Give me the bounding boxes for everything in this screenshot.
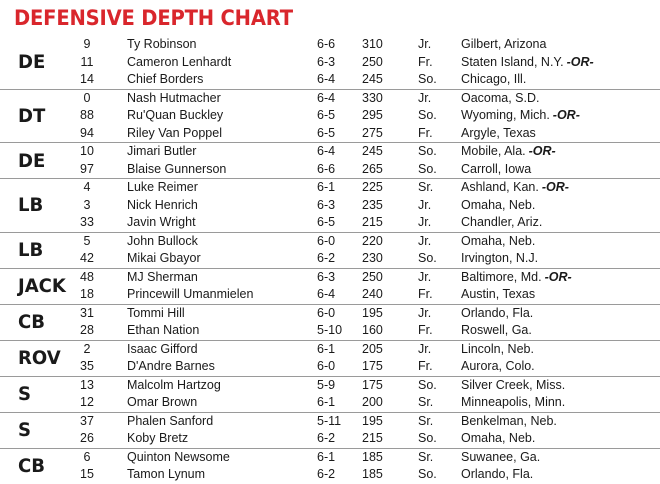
player-name: MJ Sherman: [127, 269, 198, 284]
hometown-text: Chandler, Ariz.: [461, 215, 543, 229]
player-name: Javin Wright: [127, 215, 196, 229]
player-hometown: [461, 413, 557, 431]
player-row: [0, 197, 660, 215]
jersey-number: 6: [83, 449, 91, 464]
player-hometown: [461, 466, 533, 484]
jersey-number: 14: [80, 72, 94, 86]
jersey-number: 12: [80, 395, 94, 409]
player-name: Isaac Gifford: [127, 341, 198, 356]
player-hometown: [461, 71, 526, 89]
player-name: Omar Brown: [127, 395, 198, 409]
hometown-text: Wyoming, Mich.: [461, 108, 550, 122]
player-weight: 220: [362, 233, 383, 248]
position-group: [0, 269, 660, 305]
hometown-text: Argyle, Texas: [461, 125, 536, 140]
player-height: 6-4: [317, 144, 336, 158]
jersey-number: 26: [80, 431, 94, 445]
page-title: DEFENSIVE DEPTH CHART: [14, 6, 293, 30]
player-height: 6-5: [317, 108, 336, 122]
player-row: [0, 214, 660, 232]
hometown-text: Carroll, Iowa: [461, 161, 532, 176]
player-name: Mikai Gbayor: [127, 251, 201, 265]
player-name: Cameron Lenhardt: [127, 54, 232, 69]
player-height: 6-5: [317, 125, 336, 140]
player-row: [0, 143, 660, 161]
position-label: DE: [18, 51, 46, 74]
player-hometown: [461, 107, 580, 125]
position-group: [0, 36, 660, 90]
jersey-number: 13: [80, 377, 94, 392]
hometown-text: Mobile, Ala.: [461, 144, 526, 158]
player-height: 6-2: [317, 251, 336, 265]
player-hometown: [461, 286, 535, 304]
player-hometown: [461, 430, 535, 448]
player-weight: 245: [362, 72, 383, 86]
player-class: Jr.: [418, 215, 432, 229]
hometown-text: Irvington, N.J.: [461, 251, 539, 265]
position-label: DE: [18, 149, 46, 172]
player-class: So.: [418, 251, 437, 265]
position-label: S: [18, 383, 32, 405]
player-hometown: [461, 161, 531, 179]
position-label: CB: [18, 455, 46, 477]
player-row: [0, 377, 660, 395]
jersey-number: 4: [83, 180, 91, 194]
player-name: Jimari Butler: [127, 144, 197, 158]
player-hometown: [461, 322, 532, 340]
player-hometown: [461, 305, 533, 323]
player-class: So.: [418, 431, 437, 445]
player-name: Nick Henrich: [127, 197, 198, 212]
jersey-number: 42: [80, 251, 94, 265]
hometown-text: Omaha, Neb.: [461, 233, 536, 248]
player-hometown: [461, 394, 565, 412]
player-row: [0, 233, 660, 251]
player-class: So.: [418, 144, 437, 158]
player-weight: 185: [362, 467, 383, 481]
player-name: D'Andre Barnes: [127, 359, 215, 373]
player-height: 6-2: [317, 431, 336, 445]
player-height: 6-5: [317, 215, 336, 229]
jersey-number: 3: [83, 197, 91, 212]
player-class: Sr.: [418, 413, 434, 428]
player-height: 5-9: [317, 377, 336, 392]
player-name: Ru'Quan Buckley: [127, 108, 224, 122]
hometown-text: Staten Island, N.Y.: [461, 54, 564, 69]
player-weight: 195: [362, 413, 383, 428]
depth-chart-table: [0, 36, 660, 484]
position-group: [0, 305, 660, 341]
player-row: [0, 430, 660, 448]
player-row: [0, 394, 660, 412]
player-weight: 205: [362, 341, 383, 356]
jersey-number: 15: [80, 467, 94, 481]
hometown-text: Silver Creek, Miss.: [461, 377, 566, 392]
player-height: 6-1: [317, 449, 336, 464]
jersey-number: 10: [80, 144, 94, 158]
position-label: DT: [18, 104, 46, 127]
player-name: Luke Reimer: [127, 180, 198, 194]
player-row: [0, 161, 660, 179]
player-hometown: [461, 358, 535, 376]
player-hometown: [461, 214, 542, 232]
player-class: Jr.: [418, 269, 432, 284]
player-weight: 275: [362, 125, 383, 140]
player-class: Fr.: [418, 125, 433, 140]
jersey-number: 97: [80, 161, 94, 176]
hometown-text: Omaha, Neb.: [461, 197, 536, 212]
position-group: [0, 143, 660, 179]
player-weight: 265: [362, 161, 383, 176]
player-hometown: [461, 36, 546, 54]
hometown-text: Roswell, Ga.: [461, 323, 532, 337]
player-weight: 245: [362, 144, 383, 158]
player-hometown: [461, 90, 540, 108]
player-weight: 225: [362, 180, 383, 194]
player-class: So.: [418, 467, 437, 481]
player-row: [0, 305, 660, 323]
position-label: CB: [18, 311, 46, 333]
player-class: Jr.: [418, 197, 432, 212]
player-row: [0, 54, 660, 72]
player-height: 6-0: [317, 359, 336, 373]
player-height: 6-4: [317, 72, 336, 86]
position-label: LB: [18, 239, 44, 261]
player-class: Fr.: [418, 359, 433, 373]
hometown-text: Austin, Texas: [461, 287, 536, 301]
player-name: Princewill Umanmielen: [127, 287, 254, 301]
position-group: [0, 377, 660, 413]
player-name: Koby Bretz: [127, 431, 189, 445]
player-row: [0, 286, 660, 304]
position-group: [0, 341, 660, 377]
player-class: Jr.: [418, 233, 432, 248]
hometown-text: Gilbert, Arizona: [461, 37, 547, 51]
hometown-text: Omaha, Neb.: [461, 431, 536, 445]
player-class: Jr.: [418, 305, 432, 320]
player-hometown: [461, 143, 556, 161]
player-weight: 230: [362, 251, 383, 265]
player-weight: 330: [362, 90, 383, 105]
player-row: [0, 107, 660, 125]
hometown-text: Lincoln, Neb.: [461, 341, 534, 356]
jersey-number: 48: [80, 269, 94, 284]
position-group: [0, 179, 660, 233]
player-name: Tamon Lynum: [127, 467, 206, 481]
player-hometown: [461, 449, 540, 467]
player-weight: 195: [362, 305, 383, 320]
or-marker: -OR-: [552, 108, 580, 122]
player-height: 6-1: [317, 395, 336, 409]
jersey-number: 88: [80, 108, 94, 122]
player-name: Riley Van Poppel: [127, 125, 222, 140]
player-hometown: [461, 377, 565, 395]
jersey-number: 33: [80, 215, 94, 229]
or-marker: -OR-: [544, 269, 572, 284]
player-class: Jr.: [418, 37, 432, 51]
player-row: [0, 269, 660, 287]
or-marker: -OR-: [566, 54, 594, 69]
player-class: Jr.: [418, 90, 432, 105]
player-height: 5-10: [317, 323, 343, 337]
player-name: Ty Robinson: [127, 37, 197, 51]
player-class: So.: [418, 161, 437, 176]
player-height: 6-3: [317, 54, 336, 69]
player-class: Fr.: [418, 323, 433, 337]
player-hometown: [461, 125, 536, 143]
player-name: John Bullock: [127, 233, 198, 248]
hometown-text: Benkelman, Neb.: [461, 413, 557, 428]
player-weight: 185: [362, 449, 383, 464]
player-height: 6-1: [317, 180, 336, 194]
player-class: Sr.: [418, 395, 434, 409]
jersey-number: 2: [83, 341, 91, 356]
player-height: 6-6: [317, 37, 336, 51]
jersey-number: 5: [83, 233, 91, 248]
hometown-text: Chicago, Ill.: [461, 72, 527, 86]
player-hometown: [461, 250, 538, 268]
player-name: Phalen Sanford: [127, 413, 214, 428]
jersey-number: 9: [83, 37, 91, 51]
player-row: [0, 466, 660, 484]
hometown-text: Minneapolis, Minn.: [461, 395, 566, 409]
position-group: [0, 90, 660, 144]
player-hometown: [461, 197, 535, 215]
player-name: Quinton Newsome: [127, 449, 230, 464]
player-height: 6-4: [317, 287, 336, 301]
or-marker: -OR-: [528, 144, 556, 158]
player-height: 6-3: [317, 269, 336, 284]
player-name: Malcolm Hartzog: [127, 377, 221, 392]
player-class: So.: [418, 108, 437, 122]
player-hometown: [461, 54, 594, 72]
player-name: Chief Borders: [127, 72, 204, 86]
player-row: [0, 322, 660, 340]
player-row: [0, 125, 660, 143]
player-height: 6-0: [317, 233, 336, 248]
player-height: 6-0: [317, 305, 336, 320]
player-weight: 250: [362, 269, 383, 284]
player-row: [0, 341, 660, 359]
jersey-number: 37: [80, 413, 94, 428]
player-row: [0, 36, 660, 54]
player-weight: 240: [362, 287, 383, 301]
player-weight: 250: [362, 54, 383, 69]
player-name: Ethan Nation: [127, 323, 200, 337]
position-label: ROV: [18, 347, 61, 369]
player-height: 6-4: [317, 90, 336, 105]
player-class: Sr.: [418, 449, 434, 464]
position-group: [0, 413, 660, 449]
jersey-number: 18: [80, 287, 94, 301]
player-hometown: [461, 233, 535, 251]
position-label: JACK: [18, 275, 66, 297]
player-height: 6-3: [317, 197, 336, 212]
player-weight: 175: [362, 377, 383, 392]
player-row: [0, 250, 660, 268]
hometown-text: Suwanee, Ga.: [461, 449, 541, 464]
player-name: Blaise Gunnerson: [127, 161, 227, 176]
jersey-number: 35: [80, 359, 94, 373]
player-weight: 235: [362, 197, 383, 212]
jersey-number: 31: [80, 305, 94, 320]
position-group: [0, 233, 660, 269]
jersey-number: 11: [80, 54, 94, 69]
player-class: So.: [418, 377, 437, 392]
or-marker: -OR-: [541, 180, 569, 194]
hometown-text: Baltimore, Md.: [461, 269, 542, 284]
hometown-text: Orlando, Fla.: [461, 467, 534, 481]
player-row: [0, 358, 660, 376]
player-weight: 175: [362, 359, 383, 373]
player-name: Nash Hutmacher: [127, 90, 221, 105]
player-height: 6-2: [317, 467, 336, 481]
player-weight: 215: [362, 431, 383, 445]
player-class: So.: [418, 72, 437, 86]
player-weight: 310: [362, 37, 383, 51]
player-row: [0, 71, 660, 89]
hometown-text: Oacoma, S.D.: [461, 90, 540, 105]
player-hometown: [461, 341, 534, 359]
player-weight: 215: [362, 215, 383, 229]
player-hometown: [461, 269, 572, 287]
player-class: Fr.: [418, 54, 433, 69]
position-group: [0, 449, 660, 484]
player-weight: 295: [362, 108, 383, 122]
player-name: Tommi Hill: [127, 305, 185, 320]
player-height: 5-11: [317, 413, 342, 428]
hometown-text: Orlando, Fla.: [461, 305, 534, 320]
player-class: Sr.: [418, 180, 434, 194]
player-row: [0, 413, 660, 431]
player-row: [0, 449, 660, 467]
hometown-text: Aurora, Colo.: [461, 359, 535, 373]
jersey-number: 94: [80, 125, 94, 140]
player-row: [0, 179, 660, 197]
jersey-number: 28: [80, 323, 94, 337]
player-height: 6-6: [317, 161, 336, 176]
player-hometown: [461, 179, 569, 197]
player-class: Jr.: [418, 341, 432, 356]
position-label: LB: [18, 194, 44, 217]
player-row: [0, 90, 660, 108]
jersey-number: 0: [83, 90, 91, 105]
hometown-text: Ashland, Kan.: [461, 180, 539, 194]
player-weight: 160: [362, 323, 383, 337]
player-class: Fr.: [418, 287, 433, 301]
player-height: 6-1: [317, 341, 336, 356]
position-label: S: [18, 419, 32, 441]
player-weight: 200: [362, 395, 383, 409]
